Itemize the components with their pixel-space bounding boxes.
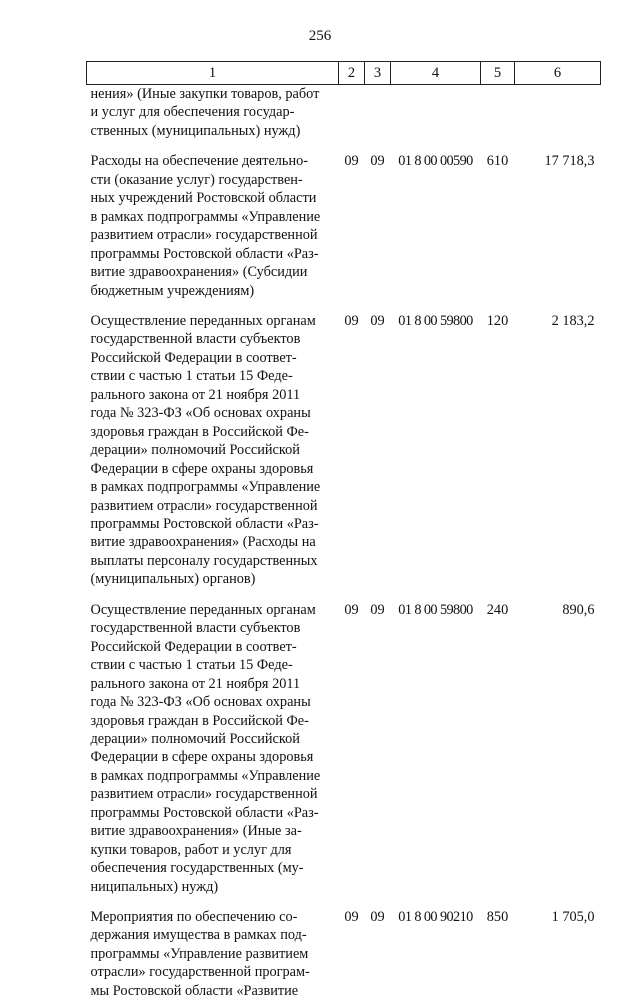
amount-value: 17 718,3 bbox=[544, 153, 595, 170]
target-article-code: 01 8 00 59800 bbox=[398, 601, 473, 618]
description-line: ствии с частью 1 статьи 15 Феде- bbox=[90, 657, 293, 674]
description-line: года № 323-ФЗ «Об основах охраны bbox=[90, 694, 311, 711]
description-line: витие здравоохранения» (Расходы на bbox=[90, 534, 316, 551]
description-line: держания имущества в рамках под- bbox=[90, 927, 307, 944]
description-line: дерации» полномочий Российской bbox=[90, 730, 300, 747]
description-line: дерации» полномочий Российской bbox=[90, 442, 300, 459]
column-header-target-article: 4 bbox=[391, 62, 481, 85]
description-line: в рамках подпрограммы «Управление bbox=[90, 479, 321, 496]
description-line: и услуг для обеспечения государ- bbox=[90, 104, 295, 121]
table-row bbox=[87, 300, 601, 589]
row-description bbox=[87, 300, 339, 589]
table-row bbox=[87, 589, 601, 896]
description-line: купки товаров, работ и услуг для bbox=[90, 841, 292, 858]
description-line: здоровья граждан в Российской Фе- bbox=[90, 712, 309, 729]
description-line: (муниципальных) органов) bbox=[90, 571, 256, 588]
description-line: ственных (муниципальных) нужд) bbox=[90, 122, 301, 139]
subsection-code: 09 bbox=[370, 153, 385, 170]
column-header-subsection: 3 bbox=[365, 62, 391, 85]
row-description bbox=[87, 85, 339, 141]
description-line: ствии с частью 1 статьи 15 Феде- bbox=[90, 368, 293, 385]
amount-value: 890,6 bbox=[562, 601, 595, 618]
description-line: развитием отрасли» государственной bbox=[90, 786, 318, 803]
description-line: года № 323-ФЗ «Об основах охраны bbox=[90, 405, 311, 422]
description-line: программы Ростовской области «Раз- bbox=[90, 804, 319, 821]
table-row bbox=[87, 896, 601, 1000]
description-line: витие здравоохранения» (Субсидии bbox=[90, 264, 308, 281]
target-article-code: 01 8 00 90210 bbox=[398, 909, 473, 926]
description-line: сти (оказание услуг) государствен- bbox=[90, 171, 303, 188]
column-header-expense-type: 5 bbox=[481, 62, 515, 85]
expense-type-code: 120 bbox=[486, 312, 509, 329]
description-line: витие здравоохранения» (Иные за- bbox=[90, 823, 302, 840]
description-line: здоровья граждан в Российской Фе- bbox=[90, 423, 309, 440]
description-line: развитием отрасли» государственной bbox=[90, 227, 318, 244]
description-line: программы Ростовской области «Раз- bbox=[90, 245, 319, 262]
description-line: развитием отрасли» государственной bbox=[90, 497, 318, 514]
table-row-continuation bbox=[87, 85, 601, 141]
expense-type-code: 240 bbox=[486, 601, 509, 618]
budget-table bbox=[86, 61, 601, 1000]
description-line: Федерации в сфере охраны здоровья bbox=[90, 460, 314, 477]
section-code: 09 bbox=[344, 312, 359, 329]
description-line: государственной власти субъектов bbox=[90, 331, 301, 348]
row-description bbox=[87, 589, 339, 896]
description-line: Мероприятия по обеспечению со- bbox=[90, 909, 298, 926]
description-line: государственной власти субъектов bbox=[90, 620, 301, 637]
description-line: Осуществление переданных органам bbox=[90, 601, 316, 618]
expense-type-code: 610 bbox=[486, 153, 509, 170]
column-header-section: 2 bbox=[339, 62, 365, 85]
expense-type-code: 850 bbox=[486, 909, 509, 926]
section-code: 09 bbox=[344, 601, 359, 618]
section-code: 09 bbox=[344, 909, 359, 926]
description-line: выплаты персоналу государственных bbox=[90, 552, 318, 569]
description-line: Осуществление переданных органам bbox=[90, 312, 316, 329]
row-description bbox=[87, 140, 339, 300]
description-line: Федерации в сфере охраны здоровья bbox=[90, 749, 314, 766]
subsection-code: 09 bbox=[370, 601, 385, 618]
amount-value: 1 705,0 bbox=[551, 909, 595, 926]
description-line: в рамках подпрограммы «Управление bbox=[90, 767, 321, 784]
row-description bbox=[87, 896, 339, 1000]
description-line: программы «Управление развитием bbox=[90, 945, 309, 962]
description-line: рального закона от 21 ноября 2011 bbox=[90, 675, 301, 692]
table-row bbox=[87, 140, 601, 300]
description-line: программы Ростовской области «Раз- bbox=[90, 515, 319, 532]
description-line: отрасли» государственной програм- bbox=[90, 964, 310, 981]
description-line: Российской Федерации в соответ- bbox=[90, 638, 297, 655]
description-line: обеспечения государственных (му- bbox=[90, 860, 304, 877]
description-line: в рамках подпрограммы «Управление bbox=[90, 208, 321, 225]
description-line: мы Ростовской области «Развитие bbox=[90, 982, 299, 999]
target-article-code: 01 8 00 59800 bbox=[398, 312, 473, 329]
subsection-code: 09 bbox=[370, 909, 385, 926]
description-line: Расходы на обеспечение деятельно- bbox=[90, 153, 309, 170]
description-line: ниципальных) нужд) bbox=[90, 878, 219, 895]
table-header-row bbox=[87, 62, 601, 85]
description-line: нения» (Иные закупки товаров, работ bbox=[90, 86, 320, 102]
subsection-code: 09 bbox=[370, 312, 385, 329]
column-header-description: 1 bbox=[87, 62, 339, 85]
column-header-amount: 6 bbox=[515, 62, 601, 85]
description-line: бюджетным учреждениям) bbox=[90, 282, 255, 299]
amount-value: 2 183,2 bbox=[551, 312, 595, 329]
description-line: рального закона от 21 ноября 2011 bbox=[90, 386, 301, 403]
description-line: Российской Федерации в соответ- bbox=[90, 349, 297, 366]
section-code: 09 bbox=[344, 153, 359, 170]
target-article-code: 01 8 00 00590 bbox=[398, 153, 473, 170]
description-line: ных учреждений Ростовской области bbox=[90, 190, 317, 207]
page-number: 256 bbox=[308, 28, 332, 44]
